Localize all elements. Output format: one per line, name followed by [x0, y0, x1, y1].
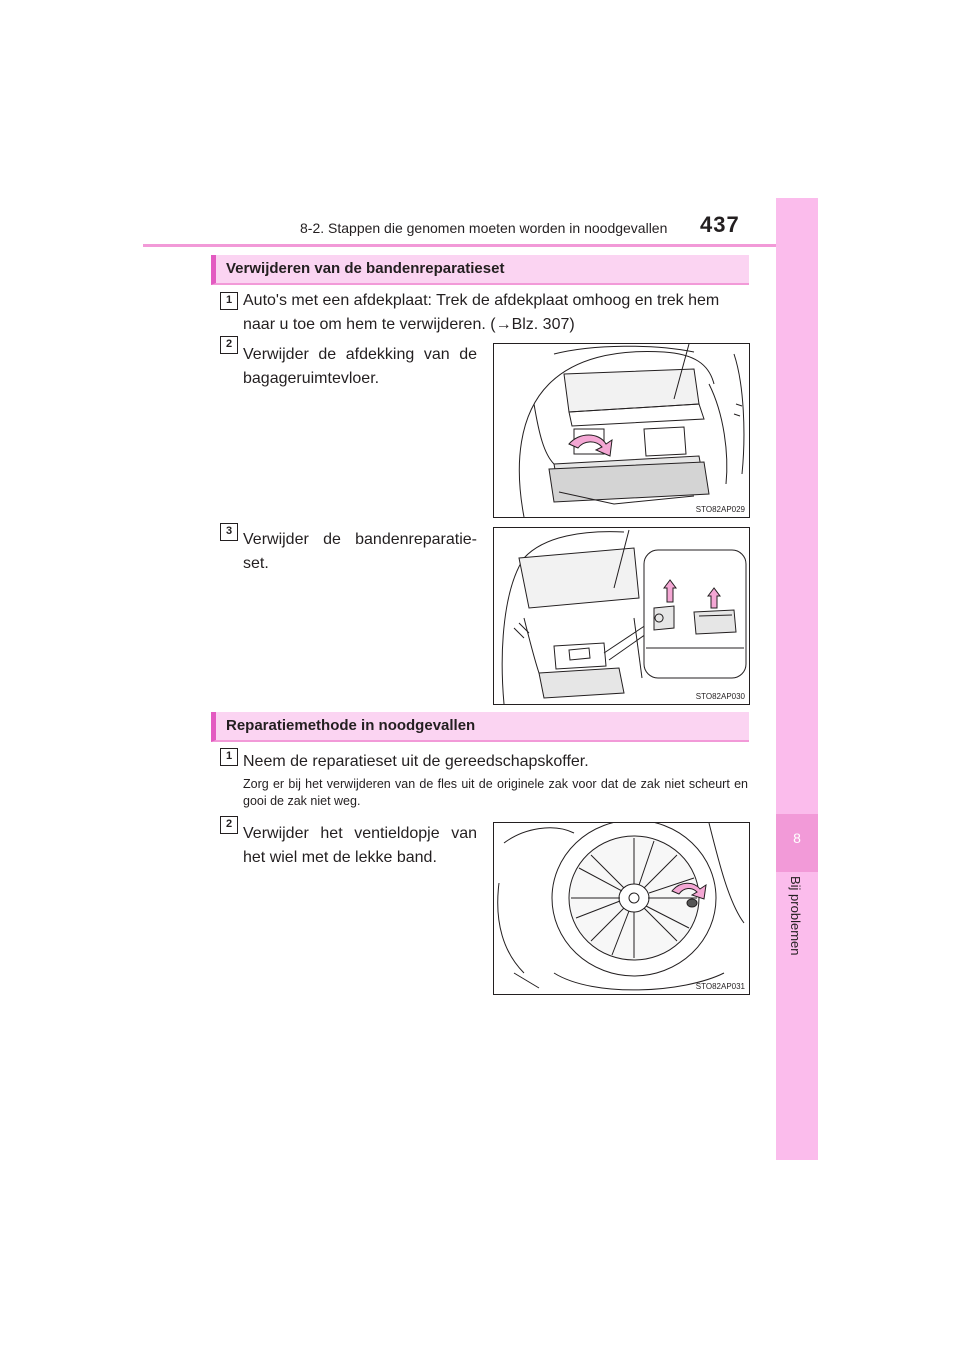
step-text: Verwijder de afdekking van de bagageruimtevloer.	[243, 346, 477, 387]
step-number-badge: 3	[220, 523, 238, 541]
wheel-illustration	[494, 823, 749, 994]
step-number-badge: 2	[220, 816, 238, 834]
lift-arrow-icon	[569, 435, 612, 456]
step-text-part: naar u toe om hem te verwijderen. (	[243, 316, 496, 333]
chapter-side-label	[784, 876, 810, 986]
figure-code: STO82AP030	[695, 692, 745, 701]
arrow-icon: →	[495, 316, 512, 333]
chapter-header-title: 8-2. Stappen die genomen moeten worden in noodgevallen	[300, 220, 668, 236]
figure-valve-cap	[493, 822, 750, 995]
step-text-line: Auto's met een afdekplaat: Trek de afdekplaat omhoog en trek hem	[243, 292, 720, 309]
figure-code: STO82AP031	[695, 982, 745, 991]
car-trunk-illustration	[494, 344, 749, 517]
step-text: Verwijder het ventieldopje van het wiel met de lekke band.	[243, 825, 477, 866]
step-text: Neem de reparatieset uit de gereedschapskoffer.	[243, 753, 589, 770]
step-text: Verwijder de bandenreparatie-set.	[243, 531, 477, 572]
repair-kit-illustration	[494, 528, 749, 704]
figure-luggage-floor-cover	[493, 343, 750, 518]
header-divider	[143, 244, 818, 247]
step-text	[243, 289, 753, 337]
chapter-number: 8	[793, 830, 801, 846]
chapter-label-text: Bij problemen	[788, 876, 803, 956]
section-heading-remove-kit	[211, 255, 749, 285]
section-heading-text: Reparatiemethode in noodgevallen	[226, 717, 476, 734]
page-reference-link[interactable]: Blz. 307)	[511, 316, 575, 333]
figure-remove-repair-kit	[493, 527, 750, 705]
step-number-badge: 2	[220, 336, 238, 354]
section-heading-text: Verwijderen van de bandenreparatieset	[226, 260, 505, 277]
chapter-side-tab[interactable]	[776, 198, 818, 1160]
section-heading-emergency-repair	[211, 712, 749, 742]
step-note: Zorg er bij het verwijderen van de fles uit de originele zak voor dat de zak niet scheurt en gooi de zak niet weg.	[243, 777, 748, 808]
step-number-badge: 1	[220, 748, 238, 766]
step-number-badge: 1	[220, 292, 238, 310]
step-text-line	[243, 313, 753, 337]
page-number: 437	[700, 212, 740, 237]
figure-code: STO82AP029	[695, 505, 745, 514]
valve-cap-icon	[687, 899, 697, 907]
